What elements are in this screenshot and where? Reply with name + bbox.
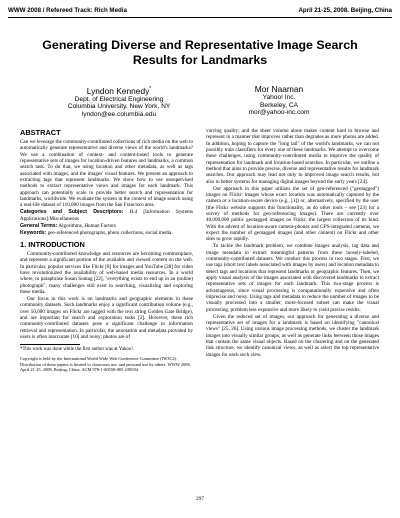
paper-title: Generating Diverse and Representative Image Search Results for Landmarks — [42, 38, 358, 67]
footnote-rule — [20, 344, 80, 345]
copyright-notice: Copyright is held by the International World Wide Web Conference Committee (IW3C2). Distribution of these papers is limited to classroom use, and personal use by others. WWW 2008, April 21-25, 2008, Beijing, China. ACM 978-1-60558-085-2/08/04. — [20, 356, 191, 373]
body-paragraph: To tackle the landmark problem, we combine images analysis, tag data and image metadata to extract meaningful patterns from these loosely-labeled, community-contributed datasets. We conduct this process in two stages. First, we use tags (short text labels associated with images by users) and location metadata to detect tags and locations that represent landmarks or geographic features. Then, we apply visual analysis of the images associated with discovered landmarks to extract representative sets of images for each landmark. This two-stage process is advantageous, since visual processing is computationally expensive and often imprecise and noisy. Using tags and metadata to reduce the number of images to be visually processed into a smaller, more-focused subset can make the visual processing, problem less expensive and more likely to yield precise results. — [206, 243, 379, 313]
body-paragraph: Our approach in this paper utilizes the set of geo-referenced ("geotagged") images on Flickr: images whose exact location was automatically captured by the camera or a location-aware device (e.g., [1]) or, alternatively, specified by the user (the Flickr website supports this functionality, as do other tools – see [23] for a survey of methods for geo-referencing images). There are currently over 40,000,000 public geotagged images on Flickr, the largest collection of its kind. With the advent of location-aware camera-phones and GPS-integrated cameras, we expect the number of geotagged images (and other content) on Flickr and other sites to grow rapidly. — [206, 185, 379, 243]
author-block-2 — [204, 84, 354, 117]
footnote: *This work was done while the first author was at Yahoo!. — [20, 347, 135, 353]
author-name: Lyndon Kennedy* — [86, 85, 152, 96]
header-track: WWW 2008 / Refereed Track: Rich Media — [8, 7, 127, 14]
intro-paragraph: Our focus in this work is on landmarks and geographic elements in these community datasets. Such landmarks enjoy a significant contribution volume (e.g., over 50,000 images on Flickr are tagged with the text string Golden Gate Bridge), and are important for search and exploration tasks [2]. However, these rich community-contributed datasets pose a significant challenge to information retrieval and representation. In particular, the annotation and metadata provided by users is often inaccurate [10] and noisy; photos are of — [20, 295, 193, 340]
categories: Categories and Subject Descriptors: H.4 [Information Systems Applications]:Miscellaneous — [20, 209, 193, 222]
body-paragraph: Given the reduced set of images, our approach for generating a diverse and representative set of images for a landmark is based on identifying "canonical views" [25, 26]. Using various image processing methods, we cluster the landmark images into visually similar groups, as well as generate links between those images that contain the same visual objects. Based on the clustering and on the generated link structure, we identify canonical views, as well as select the top representative images for each such view. — [206, 313, 379, 358]
page-number: 297 — [195, 496, 205, 502]
author-org: Columbia University, New York, NY — [67, 103, 171, 111]
section-heading-introduction: 1. INTRODUCTION — [20, 239, 85, 249]
right-column — [206, 128, 379, 359]
author-name: Mor Naaman — [254, 84, 304, 94]
author-dept: Dept. of Electrical Engineering — [74, 95, 164, 103]
author-email: lyndon@ee.columbia.edu — [81, 110, 157, 118]
author-block-1 — [44, 84, 194, 119]
abstract-text: Can we leverage the community-contributed collections of rich media on the web to automatically generate representative and diverse views of the world's landmarks? We use a combination of context- and content-based tools to generate representative sets of images for location-driven features and landmarks, a common search task. To do that, we using location and other metadata, as well as tags associated with images, and the images' visual features. We present an approach to extracting tags that represent landmarks. We show how to use unsupervised methods to extract representative views and images for each landmark. This approach can potentially scale to provide better search and representation for landmarks, worldwide. We evaluate the system in the context of image search using a real-life dataset of 110,000 images from the San Francisco area. — [20, 139, 194, 209]
author-org: Berkeley, CA — [260, 101, 298, 109]
general-terms: General Terms: Algorithms, Human Factors — [20, 222, 116, 229]
left-column — [20, 128, 193, 372]
keywords: Keywords: geo-referenced photographs, photo collections, social media. — [20, 229, 173, 236]
author-email: mor@yahoo-inc.com — [248, 109, 310, 117]
body-paragraph: varying quality; and the sheer volume alone makes content hard to browse and represent in a manner that improves rather than degrades as more photos are added. In addition, hoping to capture the "long tail" of the world's landmarks, we can not possibly train classifiers for every one of these landmarks. We attempt to overcome these challenges, using community-contributed media to improve the quality of representation for landmark and location-based searches. In particular, we outline a method that aims to provide precise, diverse and representative results for landmark searches. Our approach may lead not only to improved image search results, but also to better systems for managing digital images beyond the early years [24]. — [206, 128, 379, 185]
abstract-heading: ABSTRACT — [20, 128, 61, 137]
author-dept: Yahoo! Inc. — [262, 94, 296, 101]
running-header — [8, 7, 392, 18]
header-date: April 21-25, 2008. Beijing, China — [298, 7, 392, 14]
intro-paragraph: Community-contributed knowledge and resources are becoming commonplace, and represent a significant portion of the available and viewed content on the web. In particular, popular services like Flickr [8] for images and YouTube [28] for video have revolutionized the availability of web-based media resources. In a world where, to paraphrase Susan Sontag [22], "everything exists to end up in an (online) photograph", many challenges still exist in searching, visualizing and exploring these media. — [20, 250, 193, 295]
